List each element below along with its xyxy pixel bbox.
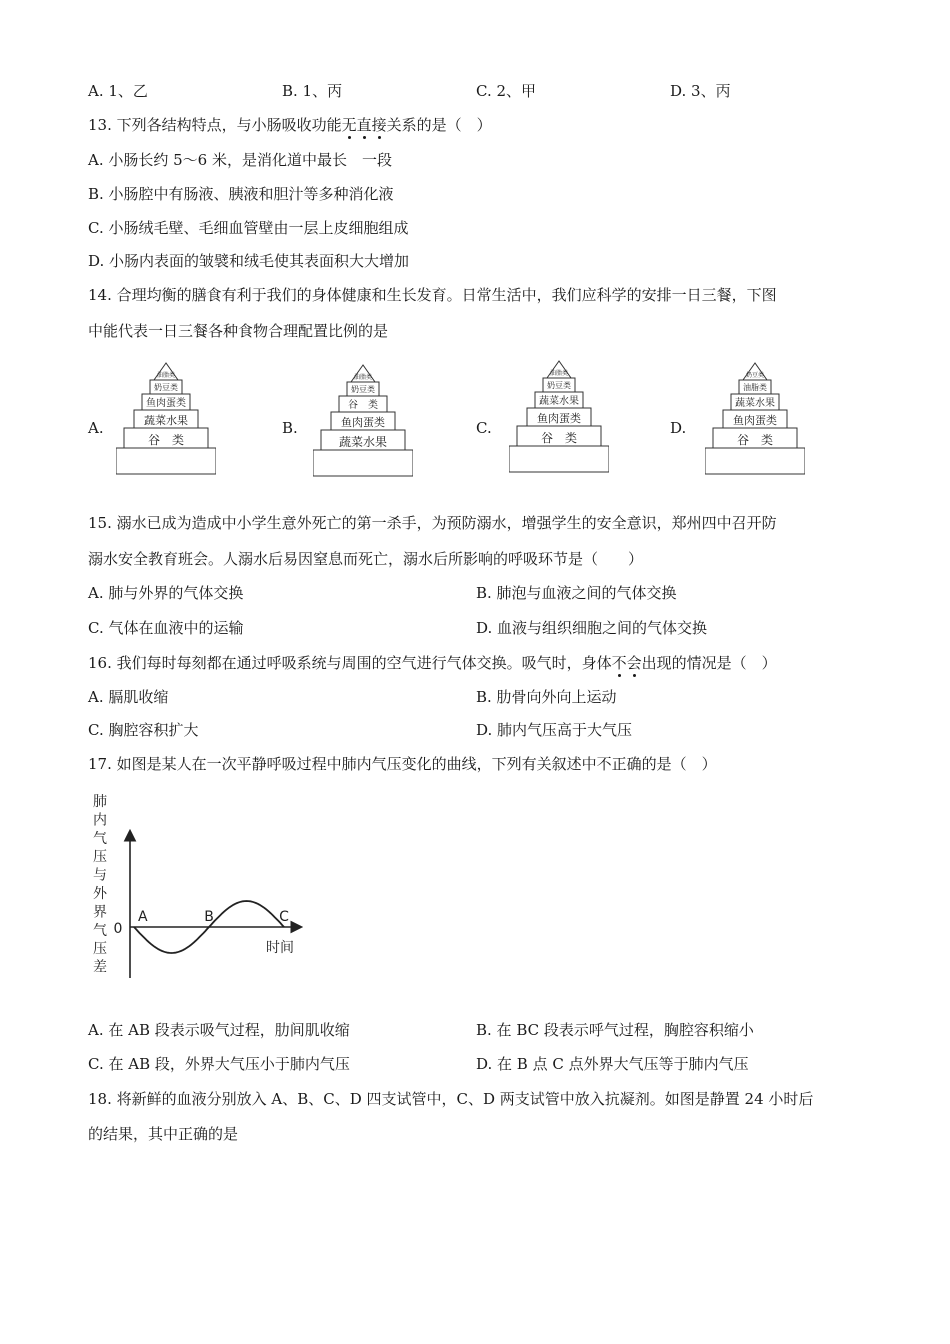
q15-option-b: B. 肺泡与血液之间的气体交换 (476, 584, 677, 602)
pyramid-d-tier-2: 油脂类 (743, 383, 767, 392)
pyramid-c-tier-4: 鱼肉蛋类 (537, 412, 581, 425)
chart-zero-label: 0 (113, 921, 123, 937)
q15-stem-line2: 溺水安全教育班会。人溺水后易因窒息而死亡，溺水后所影响的呼吸环节是（ ） (88, 550, 644, 568)
pyramid-b-tier-1: 油脂类 (353, 374, 373, 381)
q16-option-b: B. 肋骨向外向上运动 (476, 688, 617, 706)
q12-option-a: A. 1、乙 (88, 82, 148, 100)
pyramid-b-tier-5: 蔬菜水果 (338, 435, 388, 449)
q15-option-d: D. 血液与组织细胞之间的气体交换 (476, 619, 708, 637)
q16-stem: 16. 我们每时每刻都在通过呼吸系统与周围的空气进行气体交换。吸气时，身体不会出现的情况是（ ） (88, 654, 777, 672)
q14-stem-line2: 中能代表一日三餐各种食物合理配置比例的是 (88, 322, 389, 340)
q13-option-a: A. 小肠长约 5～6 米，是消化道中最长 一段 (88, 151, 392, 169)
pyramid-a-tier-2: 奶豆类 (154, 383, 178, 392)
pyramid-c-tier-1: 油脂类 (549, 370, 569, 377)
food-pyramid-d (705, 360, 805, 482)
q14-option-b-label: B. (282, 419, 298, 437)
pyramid-c-tier-5: 谷 类 (540, 431, 578, 445)
pyramid-a-tier-5: 谷 类 (147, 433, 185, 447)
pyramid-a-tier-1: 油脂类 (156, 372, 176, 379)
q16-option-c: C. 胸腔容积扩大 (88, 721, 199, 739)
q12-option-c: C. 2、甲 (476, 82, 537, 100)
q14-stem-line1: 14. 合理均衡的膳食有利于我们的身体健康和生长发育。日常生活中，我们应科学的安排一日三餐，下图 (88, 286, 777, 304)
pyramid-d-tier-3: 蔬菜水果 (735, 398, 775, 409)
q12-option-d: D. 3、丙 (670, 82, 731, 100)
food-pyramid-a (116, 360, 216, 480)
q13-option-c: C. 小肠绒毛壁、毛细血管壁由一层上皮细胞组成 (88, 219, 409, 237)
q14-option-a-label: A. (88, 419, 104, 437)
pyramid-b-tier-3: 谷 类 (348, 400, 378, 411)
q16-option-a: A. 膈肌收缩 (88, 688, 169, 706)
q17-stem: 17. 如图是某人在一次平静呼吸过程中肺内气压变化的曲线，下列有关叙述中不正确的是（ ） (88, 755, 717, 773)
chart-point-label-b: B (204, 909, 214, 925)
pyramid-d-tier-5: 谷 类 (736, 433, 774, 447)
pyramid-b-tier-4: 鱼肉蛋类 (341, 416, 385, 429)
q17-option-a: A. 在 AB 段表示吸气过程，肋间肌收缩 (88, 1021, 350, 1039)
chart-xlabel: 时间 (266, 940, 294, 956)
pyramid-a-tier-4: 蔬菜水果 (144, 414, 188, 427)
q14-option-d-label: D. (670, 419, 687, 437)
q18-stem-line1: 18. 将新鲜的血液分别放入 A、B、C、D 四支试管中，C、D 两支试管中放入抗凝剂。如图是静置 24 小时后 (88, 1090, 814, 1108)
chart-ylabel: 肺内气压与外界气压差 (93, 794, 107, 976)
pyramid-a-tier-3: 鱼肉蛋类 (146, 398, 186, 409)
pyramid-c-tier-3: 蔬菜水果 (539, 396, 579, 407)
q13-option-d: D. 小肠内表面的皱襞和绒毛使其表面积大大增加 (88, 252, 410, 270)
q15-option-a: A. 肺与外界的气体交换 (88, 584, 244, 602)
q14-option-c-label: C. (476, 419, 492, 437)
chart-point-label-c: C (279, 909, 289, 925)
chart-point-label-a: A (138, 909, 148, 925)
q12-option-b: B. 1、丙 (282, 82, 343, 100)
food-pyramid-c (509, 358, 609, 478)
pressure-chart (88, 790, 328, 994)
q17-option-b: B. 在 BC 段表示呼气过程，胸腔容积缩小 (476, 1021, 754, 1039)
pyramid-b-tier-2: 奶豆类 (351, 385, 375, 394)
q15-stem-line1: 15. 溺水已成为造成中小学生意外死亡的第一杀手，为预防溺水，增强学生的安全意识，郑州四中召开防 (88, 514, 777, 532)
q18-stem-line2: 的结果，其中正确的是 (88, 1125, 239, 1143)
pyramid-d-tier-1: 奶豆类 (745, 372, 765, 379)
q15-option-c: C. 气体在血液中的运输 (88, 619, 244, 637)
pyramid-d-tier-4: 鱼肉蛋类 (733, 414, 777, 427)
pyramid-c-tier-2: 奶豆类 (547, 381, 571, 390)
q16-option-d: D. 肺内气压高于大气压 (476, 721, 633, 739)
q17-option-d: D. 在 B 点 C 点外界大气压等于肺内气压 (476, 1055, 749, 1073)
food-pyramid-b (313, 362, 413, 484)
q13-stem: 13. 下列各结构特点，与小肠吸收功能无直接关系的是（ ） (88, 116, 492, 134)
q17-option-c: C. 在 AB 段，外界大气压小于肺内气压 (88, 1055, 350, 1073)
q13-option-b: B. 小肠腔中有肠液、胰液和胆汁等多种消化液 (88, 185, 394, 203)
